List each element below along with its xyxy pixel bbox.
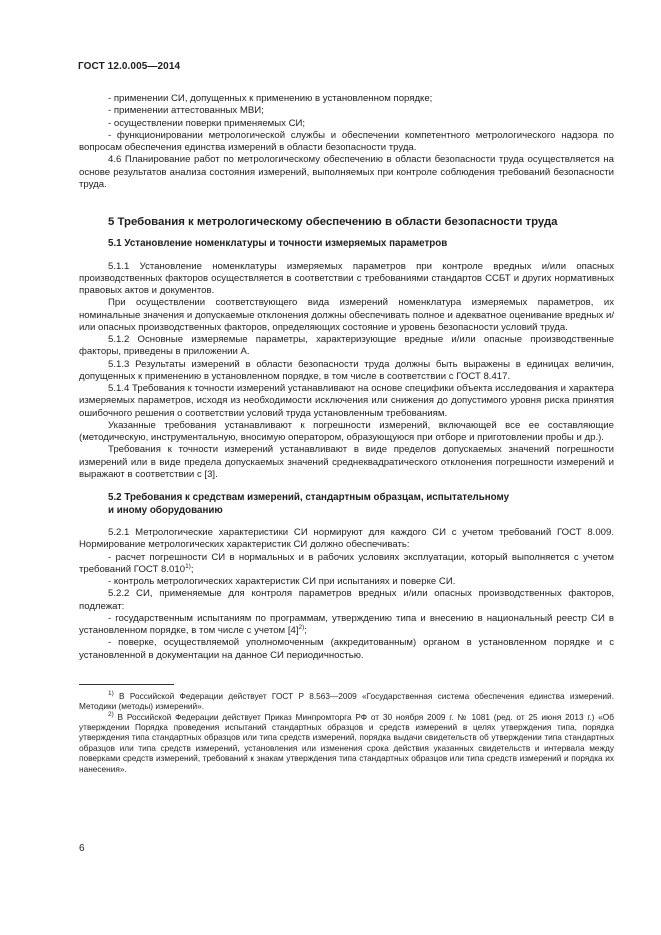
list-item: - применении СИ, допущенных к применению в установленном порядке; bbox=[108, 93, 433, 104]
footnote-text: В Российской Федерации действует ГОСТ Р 8.563—2009 «Государственная система обеспечения единства измерений. Методики (методы) измерений». bbox=[79, 690, 614, 712]
page-number: 6 bbox=[79, 843, 85, 854]
footnote-ref-1: 1) bbox=[185, 562, 191, 570]
list-item-end: ; bbox=[304, 625, 307, 636]
footnote-1 bbox=[79, 691, 614, 712]
paragraph: Указанные требования устанавливают к погрешности измерений, включающей все ее составляющие (методическую, инструментальную, вносимую оператором, образующуюся при отборе и приготовлении пробы и др.). bbox=[79, 419, 614, 443]
list-item: - контроль метрологических характеристик СИ при испытаниях и поверке СИ. bbox=[108, 576, 456, 587]
document-body bbox=[79, 93, 614, 774]
paragraph-5-1-3: 5.1.3 Результаты измерений в области безопасности труда должны быть выражены в единицах величин, допущенных к применению в установленном порядке, в том числе в соответствии с ГОСТ 8.417. bbox=[79, 358, 614, 382]
list-item: - применении аттестованных МВИ; bbox=[108, 105, 264, 117]
subsection-5-2-heading-line2: и иному оборудованию bbox=[108, 504, 223, 516]
footnote-mark: 1) bbox=[108, 689, 114, 697]
document-header: ГОСТ 12.0.005—2014 bbox=[78, 61, 181, 72]
section-5-heading: 5 Требования к метрологическому обеспечению в области безопасности труда bbox=[108, 216, 558, 228]
list-item: - функционировании метрологической службы и обеспечении компетентного метрологического надзора по вопросам обеспечения единства измерений в области безопасности труда. bbox=[79, 129, 614, 153]
footnote-text: В Российской Федерации действует Приказ Минпромторга РФ от 30 ноября 2009 г. № 1081 (ред. от 25 июня 2013 г.) «Об утверждении Порядка проведения испытаний стандартных образцов и средств измерений в целях утверждения типа, порядка утверждения типа стандартных образцов или типа средств измерений, порядка выдачи свидетельств об утверждении типа стандартных образцов или типа средств измерений, установления или изменения срока действия указанных свидетельств и интервала между поверками средств измерений, требований к знакам утверждения типа стандартных образцов или типа средств измерений и порядка их нанесения». bbox=[79, 711, 614, 774]
paragraph-5-2-2: 5.2.2 СИ, применяемые для контроля параметров вредных и/или опасных производственных факторов, подлежат: bbox=[79, 588, 614, 612]
list-item: - поверке, осуществляемой уполномоченным (аккредитованным) органом в установленном порядке и с установленной в документации на данное СИ периодичностью. bbox=[79, 637, 614, 661]
list-item: - осуществлении поверки применяемых СИ; bbox=[108, 117, 306, 129]
subsection-5-2-heading-line1: 5.2 Требования к средствам измерений, стандартным образцам, испытательному bbox=[108, 492, 510, 503]
paragraph: При осуществлении соответствующего вида измерений номенклатура измеряемых параметров, их номинальные значения и допускаемые отклонения должны обеспечивать полное и адекватное оценивание вредных и/или опасных производственных факторов, определяющих состояние и уровень безопасности условий труда. bbox=[79, 297, 614, 333]
paragraph-4-6: 4.6 Планирование работ по метрологическому обеспечению в области безопасности труда осуществляется на основе результатов анализа состояния измерений, выполняемых при контроле соблюдения требований безопасности труда. bbox=[79, 154, 614, 190]
paragraph: Требования к точности измерений устанавливают в виде пределов допускаемых значений погрешности измерений или в виде предела допускаемых значений среднеквадратического отклонения погрешности измерений и выражают в соответствии с [3]. bbox=[79, 444, 614, 480]
paragraph-5-1-2: 5.1.2 Основные измеряемые параметры, характеризующие вредные и/или опасные производственные факторы, приведены в приложении А. bbox=[79, 334, 614, 358]
list-item-text: - государственным испытаниям по программам, утверждению типа и внесению в национальный реестр СИ в установленном порядке, в том числе с учетом [4] bbox=[79, 612, 614, 636]
footnote-ref-2: 2) bbox=[298, 623, 305, 631]
paragraph-5-2-1: 5.2.1 Метрологические характеристики СИ нормируют для каждого СИ с учетом требований ГОСТ 8.009. Нормирование метрологических характеристик СИ должно обеспечивать: bbox=[79, 527, 614, 551]
list-item-end: ; bbox=[190, 563, 194, 575]
footnote-mark: 2) bbox=[108, 710, 114, 718]
list-item-text: - расчет погрешности СИ в нормальных и в рабочих условиях эксплуатации, который выполняется с учетом требований ГОСТ 8.010 bbox=[79, 551, 614, 575]
subsection-5-1-heading: 5.1 Установление номенклатуры и точности измеряемых параметров bbox=[108, 238, 448, 249]
list-item bbox=[79, 613, 614, 638]
list-item bbox=[79, 552, 614, 577]
footnotes bbox=[79, 691, 614, 774]
footnote-separator bbox=[79, 684, 174, 691]
footnote-2 bbox=[79, 712, 614, 774]
paragraph-5-1-4: 5.1.4 Требования к точности измерений устанавливают на основе специфики объекта исследования и характера измеряемых параметров, исходя из необходимости исключения или снижения до допустимого уровня риска принятия ошибочного решения о соответствии условий труда установленным требованиям. bbox=[79, 383, 614, 419]
paragraph-5-1-1: 5.1.1 Установление номенклатуры измеряемых параметров при контроле вредных и/или опасных производственных факторов осуществляется в соответствии с требованиями стандартов ССБТ и других нормативных правовых актов и документов. bbox=[79, 260, 614, 296]
